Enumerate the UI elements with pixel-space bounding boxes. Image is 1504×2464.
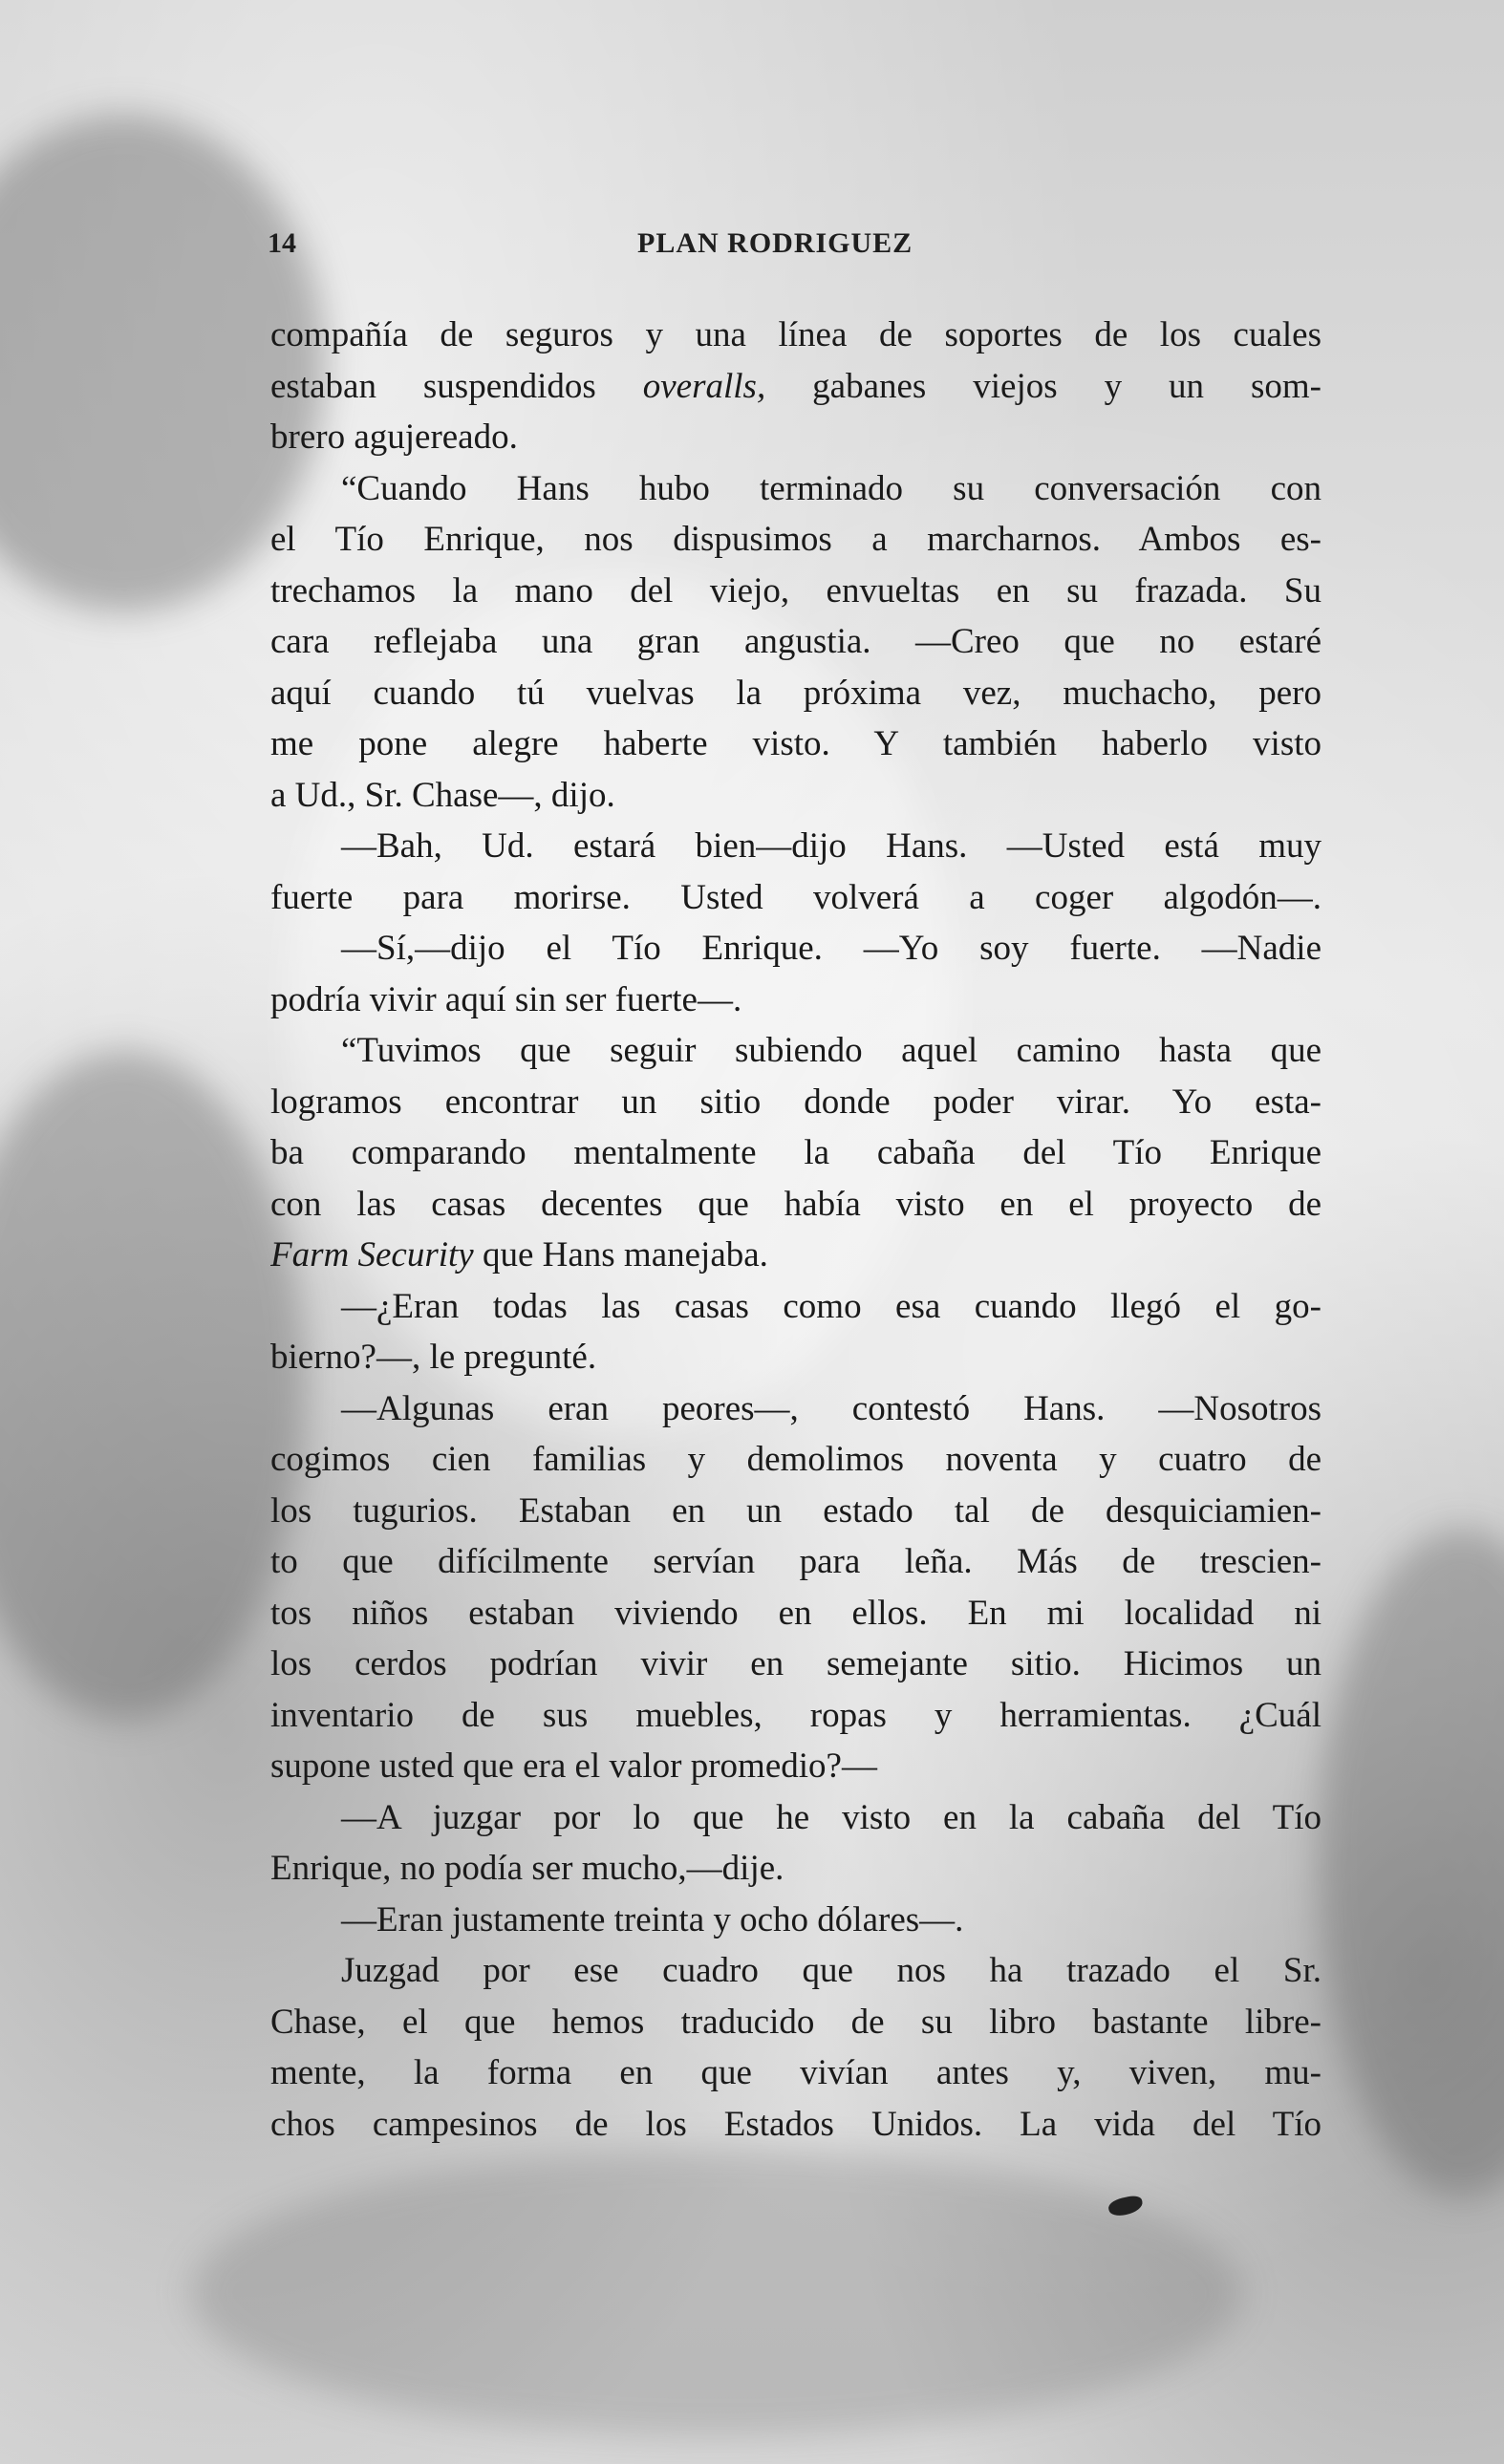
- text-segment: estaban suspendidos: [270, 366, 643, 406]
- text-line: inventario de sus muebles, ropas y herramientas. ¿Cuál: [270, 1695, 1321, 1735]
- text-line: —Algunas eran peores—, contestó Hans. —Nosotros: [341, 1388, 1321, 1428]
- text-line: el Tío Enrique, nos dispusimos a marcharnos. Ambos es-: [270, 520, 1321, 559]
- text-segment: que Hans manejaba.: [473, 1235, 768, 1275]
- text-line: los tugurios. Estaban en un estado tal de desquiciamien-: [270, 1490, 1321, 1531]
- text-line: Juzgad por ese cuadro que nos ha trazado el Sr.: [341, 1951, 1321, 1990]
- text-line: mente, la forma en que vivían antes y, viven, mu-: [270, 2053, 1321, 2092]
- text-line: “Cuando Hans hubo terminado su conversación con: [341, 468, 1321, 508]
- text-line: aquí cuando tú vuelvas la próxima vez, muchacho, pero: [270, 673, 1321, 713]
- running-head: PLAN RODRIGUEZ: [637, 227, 913, 259]
- stain-left-middle: [0, 1051, 306, 1720]
- ink-blot: [1107, 2194, 1145, 2218]
- text-line: cara reflejaba una gran angustia. —Creo que no estaré: [270, 622, 1321, 661]
- text-segment: gabanes viejos y un som-: [765, 366, 1321, 406]
- text-line: [270, 361, 1321, 413]
- text-line: trechamos la mano del viejo, envueltas en su frazada. Su: [270, 570, 1321, 611]
- text-line: —¿Eran todas las casas como esa cuando llegó el go-: [341, 1286, 1321, 1326]
- text-line: ba comparando mentalmente la cabaña del Tío Enrique: [270, 1133, 1321, 1172]
- italic-phrase: Farm Security: [270, 1235, 474, 1275]
- text-line: —Sí,—dijo el Tío Enrique. —Yo soy fuerte. —Nadie: [341, 929, 1321, 968]
- body-text: [270, 310, 1321, 2150]
- text-line: [270, 1230, 1321, 1281]
- text-line: cogimos cien familias y demolimos noventa y cuatro de: [270, 1440, 1321, 1479]
- page-number: 14: [268, 227, 296, 259]
- text-line: compañía de seguros y una línea de soportes de los cuales: [270, 315, 1321, 354]
- text-line: brero agujereado.: [270, 418, 518, 457]
- text-line: logramos encontrar un sitio donde poder virar. Yo esta-: [270, 1082, 1321, 1122]
- text-line: podría vivir aquí sin ser fuerte—.: [270, 979, 742, 1019]
- text-line: los cerdos podrían vivir en semejante sitio. Hicimos un: [270, 1644, 1321, 1683]
- text-line: tos niños estaban viviendo en ellos. En mi localidad ni: [270, 1593, 1321, 1633]
- text-line: —Eran justamente treinta y ocho dólares—.: [341, 1899, 964, 1939]
- text-line: to que difícilmente servían para leña. Más de trescien-: [270, 1542, 1321, 1581]
- text-line: fuerte para morirse. Usted volverá a coger algodón—.: [270, 877, 1321, 917]
- text-line: supone usted que era el valor promedio?—: [270, 1746, 877, 1786]
- text-line: —A juzgar por lo que he visto en la cabaña del Tío: [341, 1797, 1321, 1837]
- stain-bottom: [191, 2150, 1242, 2436]
- text-line: Chase, el que hemos traducido de su libro bastante libre-: [270, 2002, 1321, 2042]
- text-line: “Tuvimos que seguir subiendo aquel camino hasta que: [341, 1031, 1321, 1070]
- text-line: con las casas decentes que había visto en el proyecto de: [270, 1184, 1321, 1224]
- text-line: a Ud., Sr. Chase—, dijo.: [270, 775, 615, 815]
- stain-right-lower: [1319, 1529, 1504, 2197]
- text-line: chos campesinos de los Estados Unidos. La vida del Tío: [270, 2104, 1321, 2144]
- text-line: —Bah, Ud. estará bien—dijo Hans. —Usted está muy: [341, 826, 1321, 866]
- text-line: bierno?—, le pregunté.: [270, 1338, 597, 1377]
- text-line: Enrique, no podía ser mucho,—dije.: [270, 1849, 784, 1888]
- page-header: [268, 227, 1319, 266]
- italic-word: overalls,: [642, 366, 766, 406]
- text-line: me pone alegre haberte visto. Y también haberlo visto: [270, 724, 1321, 763]
